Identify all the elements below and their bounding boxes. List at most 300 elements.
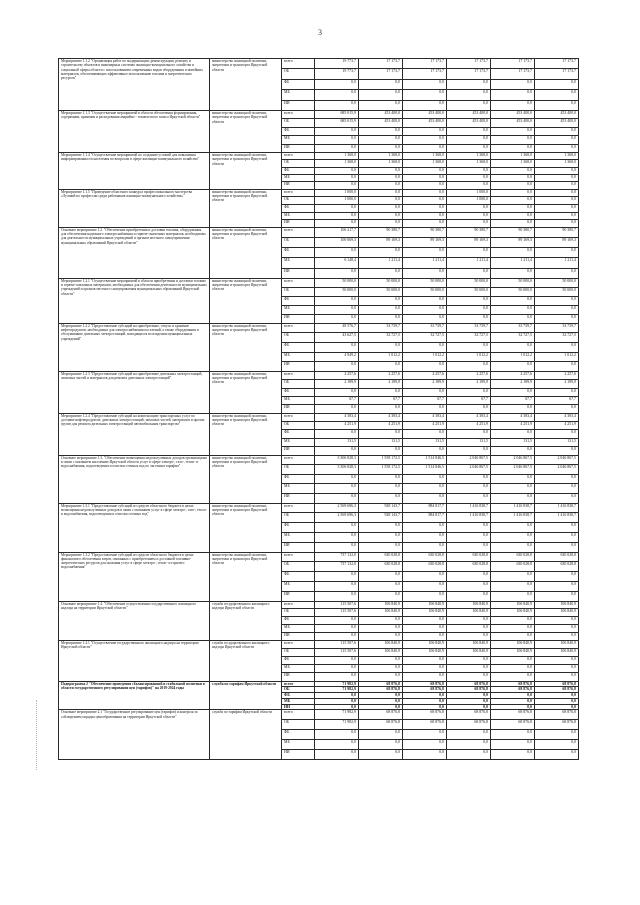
amount-cell: 0,0: [447, 617, 491, 625]
amount-cell: 685 015,9: [315, 119, 359, 127]
amount-cell: 2 569 696,3: [315, 513, 359, 523]
budget-row: [59, 152, 579, 159]
amount-cell: 0,0: [403, 167, 447, 174]
activity-name: Мероприятие 1.2.2 "Предоставление субсидий на приобретение, отпуск и хранение нефтепродуктов, необходимых для электроснабжения поселений, а также оборудования и обслуживание дизельных электростанций, находящихся во владении муниципальных учреждений": [59, 323, 210, 371]
amount-cell: 106 840,9: [535, 609, 579, 617]
amount-cell: 0,0: [315, 127, 359, 135]
amount-cell: 0,0: [359, 572, 403, 582]
responsible-executor: служба по тарифам Иркутской области: [210, 710, 282, 760]
funding-source: ФБ: [282, 127, 315, 135]
amount-cell: 1 012,2: [535, 352, 579, 362]
amount-cell: 0,0: [447, 305, 491, 314]
amount-cell: 0,0: [447, 144, 491, 152]
amount-cell: 928 143,7: [359, 503, 403, 513]
funding-source: всего: [282, 710, 315, 720]
amount-cell: 4 251,9: [447, 422, 491, 430]
amount-cell: 1 368,0: [315, 152, 359, 159]
amount-cell: 0,0: [535, 484, 579, 494]
amount-cell: 0,0: [403, 581, 447, 591]
amount-cell: 1 514 846,5: [403, 455, 447, 465]
amount-cell: 0,0: [447, 362, 491, 372]
amount-cell: 0,0: [447, 405, 491, 413]
funding-source: МБ: [282, 484, 315, 494]
amount-cell: 50 000,0: [491, 278, 535, 287]
funding-source: МБ: [282, 175, 315, 182]
amount-cell: 0,0: [447, 591, 491, 601]
amount-cell: 0,0: [491, 388, 535, 396]
amount-cell: 2 046 867,5: [535, 455, 579, 465]
funding-source: ФБ: [282, 79, 315, 89]
amount-cell: 0,0: [447, 484, 491, 494]
amount-cell: 0,0: [315, 591, 359, 601]
funding-source: всего: [282, 371, 315, 379]
amount-cell: 0,0: [403, 632, 447, 640]
amount-cell: 50 000,0: [535, 278, 579, 287]
amount-cell: 50 000,0: [447, 287, 491, 296]
amount-cell: 0,0: [359, 673, 403, 681]
amount-cell: 1 416 838,7: [491, 513, 535, 523]
amount-cell: 630 028,8: [491, 552, 535, 562]
amount-cell: 100 069,3: [315, 238, 359, 248]
amount-cell: 0,0: [447, 182, 491, 189]
budget-row: [59, 371, 579, 379]
amount-cell: 17 173,7: [447, 59, 491, 69]
amount-cell: 17 173,7: [359, 69, 403, 79]
amount-cell: 1 368,0: [491, 160, 535, 167]
amount-cell: 115 507,6: [315, 601, 359, 609]
amount-cell: 0,0: [491, 730, 535, 740]
funding-source: ОБ: [282, 609, 315, 617]
amount-cell: 0,0: [403, 90, 447, 100]
amount-cell: 0,0: [491, 581, 535, 591]
amount-cell: 19 773,7: [315, 69, 359, 79]
amount-cell: 0,0: [535, 533, 579, 543]
responsible-executor: министерство жилищной политики, энергетики и транспорта Иркутской области: [210, 278, 282, 323]
amount-cell: 0,0: [315, 740, 359, 750]
amount-cell: 50 000,0: [447, 278, 491, 287]
funding-source: ОБ: [282, 69, 315, 79]
amount-cell: 0,0: [491, 212, 535, 220]
amount-cell: 1 211,4: [535, 258, 579, 268]
amount-cell: 0,0: [447, 342, 491, 352]
amount-cell: 0,0: [535, 100, 579, 110]
amount-cell: 453 400,0: [491, 110, 535, 118]
activity-name: Основное мероприятие 1.4. "Обеспечение осуществления государственного жилищного надзора на территории Иркутской области": [59, 601, 210, 640]
amount-cell: 0,0: [447, 750, 491, 760]
amount-cell: 0,0: [447, 624, 491, 632]
amount-cell: 0,0: [359, 617, 403, 625]
amount-cell: 1 368,0: [403, 152, 447, 159]
funding-source: всего: [282, 681, 315, 687]
amount-cell: 0,0: [359, 248, 403, 258]
amount-cell: 17 173,7: [403, 59, 447, 69]
amount-cell: 0,0: [359, 405, 403, 413]
amount-cell: 453 400,0: [403, 110, 447, 118]
amount-cell: 0,0: [491, 572, 535, 582]
funding-source: МБ: [282, 305, 315, 314]
amount-cell: 19 773,7: [315, 59, 359, 69]
funding-source: ФБ: [282, 205, 315, 213]
amount-cell: 0,0: [315, 693, 359, 699]
responsible-executor: министерство жилищной политики, энергетики и транспорта Иркутской области: [210, 110, 282, 152]
amount-cell: 43 627,5: [315, 333, 359, 343]
amount-cell: 0,0: [535, 182, 579, 189]
funding-source: всего: [282, 278, 315, 287]
amount-cell: 0,0: [359, 314, 403, 323]
amount-cell: 0,0: [403, 305, 447, 314]
amount-cell: 0,0: [315, 314, 359, 323]
funding-source: ОБ: [282, 333, 315, 343]
funding-source: ОБ: [282, 197, 315, 205]
funding-source: ФБ: [282, 730, 315, 740]
amount-cell: 0,0: [315, 79, 359, 89]
amount-cell: 1 211,4: [403, 258, 447, 268]
funding-source: ФБ: [282, 296, 315, 305]
amount-cell: 4 949,2: [315, 352, 359, 362]
amount-cell: 0,0: [403, 248, 447, 258]
responsible-executor: министерство жилищной политики, энергетики и транспорта Иркутской области: [210, 323, 282, 371]
amount-cell: 0,0: [359, 220, 403, 228]
amount-cell: 928 143,7: [359, 513, 403, 523]
budget-table: [58, 58, 579, 760]
amount-cell: 115 507,6: [315, 648, 359, 656]
funding-source: ИИ: [282, 542, 315, 552]
funding-source: всего: [282, 59, 315, 69]
amount-cell: 90 380,7: [491, 227, 535, 237]
amount-cell: 0,0: [403, 136, 447, 144]
amount-cell: 33 739,7: [535, 323, 579, 333]
amount-cell: 106 840,9: [403, 648, 447, 656]
amount-cell: 68 876,8: [535, 720, 579, 730]
amount-cell: 106 840,9: [403, 601, 447, 609]
amount-cell: 453 400,0: [359, 119, 403, 127]
funding-source: ИИ: [282, 750, 315, 760]
amount-cell: 1 368,0: [535, 160, 579, 167]
amount-cell: 0,0: [403, 542, 447, 552]
funding-source: ОБ: [282, 720, 315, 730]
amount-cell: 50 000,0: [535, 287, 579, 296]
amount-cell: 106 840,9: [535, 601, 579, 609]
amount-cell: 0,0: [315, 430, 359, 438]
budget-row: [59, 601, 579, 609]
amount-cell: 2 189,9: [535, 380, 579, 388]
amount-cell: 131,5: [535, 438, 579, 446]
amount-cell: 0,0: [359, 189, 403, 197]
amount-cell: 0,0: [491, 750, 535, 760]
amount-cell: 737 132,0: [315, 552, 359, 562]
activity-name: Мероприятие 1.2.4 "Предоставление субсидий на компенсацию транспортных услуг по доставке нефтепродуктов, дизельных электростанций, запасных частей, материалов и прочих грузов для ремонта дизельных электростанций автомобильным транспортом": [59, 413, 210, 455]
amount-cell: 0,0: [535, 430, 579, 438]
amount-cell: 4 251,9: [491, 422, 535, 430]
amount-cell: 0,0: [491, 698, 535, 704]
amount-cell: 3 306 828,3: [315, 465, 359, 475]
amount-cell: 4 251,9: [315, 422, 359, 430]
amount-cell: 0,0: [403, 693, 447, 699]
amount-cell: 0,0: [359, 212, 403, 220]
amount-cell: 0,0: [447, 693, 491, 699]
amount-cell: 4 383,4: [491, 413, 535, 421]
budget-row: [59, 710, 579, 720]
amount-cell: 131,5: [315, 438, 359, 446]
budget-row: [59, 323, 579, 333]
amount-cell: 106 840,9: [359, 609, 403, 617]
amount-cell: 0,0: [535, 665, 579, 673]
funding-source: ОБ: [282, 160, 315, 167]
funding-source: ОБ: [282, 513, 315, 523]
amount-cell: 0,0: [535, 617, 579, 625]
amount-cell: 50 000,0: [403, 287, 447, 296]
amount-cell: 0,0: [315, 362, 359, 372]
amount-cell: 33 739,7: [359, 323, 403, 333]
amount-cell: 106 840,9: [491, 601, 535, 609]
amount-cell: 0,0: [447, 632, 491, 640]
amount-cell: 0,0: [315, 581, 359, 591]
amount-cell: 0,0: [315, 182, 359, 189]
funding-source: ИИ: [282, 362, 315, 372]
amount-cell: 2 046 867,5: [447, 455, 491, 465]
amount-cell: 0,0: [359, 100, 403, 110]
amount-cell: 32 727,5: [403, 333, 447, 343]
amount-cell: 0,0: [359, 484, 403, 494]
funding-source: ФБ: [282, 167, 315, 174]
amount-cell: 17 173,7: [535, 59, 579, 69]
funding-source: ОБ: [282, 238, 315, 248]
amount-cell: 0,0: [359, 90, 403, 100]
activity-name: Основное мероприятие 1.2. "Обеспечение приобретения и доставки топлива, оборудования для обеспечения надежного электроснабжения и горюче-смазочных материалов, необходимых для деятельности муниципальных учреждений и органов местного самоуправления муниципальных образований Иркутской области": [59, 227, 210, 278]
amount-cell: 1 368,0: [315, 160, 359, 167]
amount-cell: 0,0: [491, 197, 535, 205]
amount-cell: 106 840,9: [447, 648, 491, 656]
amount-cell: 0,0: [491, 665, 535, 673]
amount-cell: 68 876,8: [491, 720, 535, 730]
amount-cell: 0,0: [315, 342, 359, 352]
budget-row: [59, 59, 579, 69]
amount-cell: 0,0: [403, 750, 447, 760]
amount-cell: 68 876,8: [447, 687, 491, 693]
amount-cell: 0,0: [403, 127, 447, 135]
amount-cell: 0,0: [315, 523, 359, 533]
amount-cell: 0,0: [359, 542, 403, 552]
amount-cell: 106 840,9: [491, 640, 535, 648]
amount-cell: 0,0: [403, 212, 447, 220]
amount-cell: 0,0: [491, 182, 535, 189]
amount-cell: 0,0: [535, 342, 579, 352]
amount-cell: 0,0: [359, 632, 403, 640]
amount-cell: 0,0: [359, 127, 403, 135]
amount-cell: 0,0: [447, 572, 491, 582]
amount-cell: 68 876,8: [535, 687, 579, 693]
funding-source: МБ: [282, 533, 315, 543]
amount-cell: 0,0: [359, 388, 403, 396]
amount-cell: 0,0: [491, 533, 535, 543]
amount-cell: 0,0: [535, 189, 579, 197]
amount-cell: 0,0: [447, 212, 491, 220]
amount-cell: 32 727,5: [535, 333, 579, 343]
amount-cell: 106 840,9: [359, 601, 403, 609]
amount-cell: 0,0: [535, 474, 579, 484]
amount-cell: 0,0: [535, 673, 579, 681]
responsible-executor: министерство жилищной политики, энергетики и транспорта Иркутской области: [210, 227, 282, 278]
amount-cell: 0,0: [315, 136, 359, 144]
amount-cell: 0,0: [535, 693, 579, 699]
activity-name: Мероприятие 1.1.2 "Организация работ по модернизации, реконструкции, ремонту и строительству объектов в инженерных системах жилищно-коммунального хозяйства и социальной сферы области с использованием современных видов оборудования и новейших материалов, обеспечивающих эффективное использование топлива и энергетических ресурсов": [59, 59, 210, 111]
amount-cell: 17 173,7: [491, 59, 535, 69]
funding-source: всего: [282, 455, 315, 465]
funding-source: ФБ: [282, 617, 315, 625]
amount-cell: 0,0: [447, 665, 491, 673]
amount-cell: 68 876,8: [359, 720, 403, 730]
amount-cell: 0,0: [491, 474, 535, 484]
amount-cell: 50 000,0: [491, 287, 535, 296]
amount-cell: 106 840,9: [535, 648, 579, 656]
amount-cell: 0,0: [403, 533, 447, 543]
amount-cell: 0,0: [535, 581, 579, 591]
amount-cell: 1 368,0: [403, 160, 447, 167]
amount-cell: 4 383,4: [447, 413, 491, 421]
amount-cell: 0,0: [359, 197, 403, 205]
amount-cell: 0,0: [491, 673, 535, 681]
amount-cell: 0,0: [535, 248, 579, 258]
amount-cell: 0,0: [491, 136, 535, 144]
amount-cell: 0,0: [403, 268, 447, 278]
amount-cell: 68 876,8: [491, 687, 535, 693]
amount-cell: 0,0: [535, 305, 579, 314]
amount-cell: 0,0: [315, 388, 359, 396]
amount-cell: 0,0: [447, 656, 491, 664]
amount-cell: 2 257,6: [535, 371, 579, 379]
amount-cell: 0,0: [403, 342, 447, 352]
budget-row: [59, 227, 579, 237]
amount-cell: 0,0: [359, 474, 403, 484]
amount-cell: 106 217,7: [315, 227, 359, 237]
funding-source: ИИ: [282, 182, 315, 189]
amount-cell: 0,0: [359, 656, 403, 664]
amount-cell: 131,5: [491, 438, 535, 446]
budget-row: [59, 110, 579, 118]
amount-cell: 1 211,4: [491, 258, 535, 268]
amount-cell: 630 028,8: [535, 562, 579, 572]
amount-cell: 1 000,0: [447, 197, 491, 205]
amount-cell: 0,0: [403, 405, 447, 413]
amount-cell: 90 380,7: [447, 227, 491, 237]
amount-cell: 0,0: [403, 447, 447, 455]
amount-cell: 1 558 172,5: [359, 465, 403, 475]
funding-source: ИИ: [282, 405, 315, 413]
funding-source: всего: [282, 413, 315, 421]
amount-cell: 68 876,8: [447, 720, 491, 730]
amount-cell: 33 739,7: [491, 323, 535, 333]
funding-source: ОБ: [282, 380, 315, 388]
amount-cell: 0,0: [403, 362, 447, 372]
amount-cell: 0,0: [491, 632, 535, 640]
amount-cell: 0,0: [359, 362, 403, 372]
amount-cell: 453 400,0: [447, 119, 491, 127]
funding-source: ИИ: [282, 314, 315, 323]
amount-cell: 67,7: [535, 396, 579, 404]
activity-name: Основное мероприятие 1.3. "Обеспечение возмещения недополученных доходов организациям в связи с оказанием населению Иркутской области услуг в сфере электро-, газо-, тепло- и водоснабжения, водоотведения и очистки сточных вод по льготным тарифам": [59, 455, 210, 503]
amount-cell: 0,0: [447, 314, 491, 323]
amount-cell: 89 169,3: [491, 238, 535, 248]
amount-cell: 0,0: [403, 314, 447, 323]
amount-cell: 50 000,0: [359, 278, 403, 287]
amount-cell: 0,0: [447, 474, 491, 484]
funding-source: МБ: [282, 396, 315, 404]
amount-cell: 0,0: [403, 205, 447, 213]
amount-cell: 0,0: [535, 362, 579, 372]
amount-cell: 1 368,0: [535, 152, 579, 159]
amount-cell: 630 028,8: [359, 562, 403, 572]
amount-cell: 1 368,0: [447, 160, 491, 167]
amount-cell: 0,0: [535, 591, 579, 601]
amount-cell: 0,0: [491, 100, 535, 110]
amount-cell: 32 727,5: [359, 333, 403, 343]
amount-cell: 0,0: [491, 405, 535, 413]
amount-cell: 0,0: [447, 673, 491, 681]
funding-source: ИИ: [282, 220, 315, 228]
amount-cell: 0,0: [447, 268, 491, 278]
amount-cell: 67,7: [491, 396, 535, 404]
amount-cell: 68 876,8: [447, 681, 491, 687]
amount-cell: 0,0: [447, 79, 491, 89]
amount-cell: 68 876,8: [491, 710, 535, 720]
amount-cell: 1 368,0: [447, 152, 491, 159]
amount-cell: 0,0: [315, 542, 359, 552]
amount-cell: 0,0: [359, 296, 403, 305]
amount-cell: 17 173,7: [535, 69, 579, 79]
amount-cell: 2 189,9: [315, 380, 359, 388]
amount-cell: 0,0: [491, 220, 535, 228]
amount-cell: 1 416 838,7: [535, 503, 579, 513]
responsible-executor: министерство жилищной политики, энергетики и транспорта Иркутской области: [210, 552, 282, 601]
funding-source: ИИ: [282, 704, 315, 710]
funding-source: ФБ: [282, 656, 315, 664]
funding-source: всего: [282, 110, 315, 118]
amount-cell: 0,0: [359, 268, 403, 278]
funding-source: ФБ: [282, 523, 315, 533]
amount-cell: 0,0: [403, 617, 447, 625]
amount-cell: 0,0: [403, 189, 447, 197]
amount-cell: 0,0: [535, 494, 579, 504]
amount-cell: 0,0: [403, 484, 447, 494]
amount-cell: 0,0: [359, 624, 403, 632]
amount-cell: 0,0: [359, 533, 403, 543]
amount-cell: 0,0: [535, 523, 579, 533]
amount-cell: 0,0: [535, 296, 579, 305]
amount-cell: 0,0: [535, 127, 579, 135]
amount-cell: 1 012,2: [403, 352, 447, 362]
amount-cell: 0,0: [491, 127, 535, 135]
amount-cell: 106 840,9: [359, 648, 403, 656]
funding-source: МБ: [282, 581, 315, 591]
budget-row: [59, 552, 579, 562]
amount-cell: 1 000,0: [447, 189, 491, 197]
amount-cell: 685 015,9: [315, 110, 359, 118]
amount-cell: 0,0: [535, 740, 579, 750]
responsible-executor: министерство жилищной политики, энергетики и транспорта Иркутской области: [210, 455, 282, 503]
amount-cell: 50 000,0: [403, 278, 447, 287]
budget-row: [59, 640, 579, 648]
amount-cell: 0,0: [447, 100, 491, 110]
amount-cell: 0,0: [359, 581, 403, 591]
amount-cell: 0,0: [535, 405, 579, 413]
amount-cell: 0,0: [403, 740, 447, 750]
amount-cell: 68 876,8: [535, 710, 579, 720]
amount-cell: 0,0: [447, 205, 491, 213]
amount-cell: 50 000,0: [315, 278, 359, 287]
funding-source: ИИ: [282, 632, 315, 640]
amount-cell: 0,0: [447, 127, 491, 135]
amount-cell: 0,0: [491, 189, 535, 197]
